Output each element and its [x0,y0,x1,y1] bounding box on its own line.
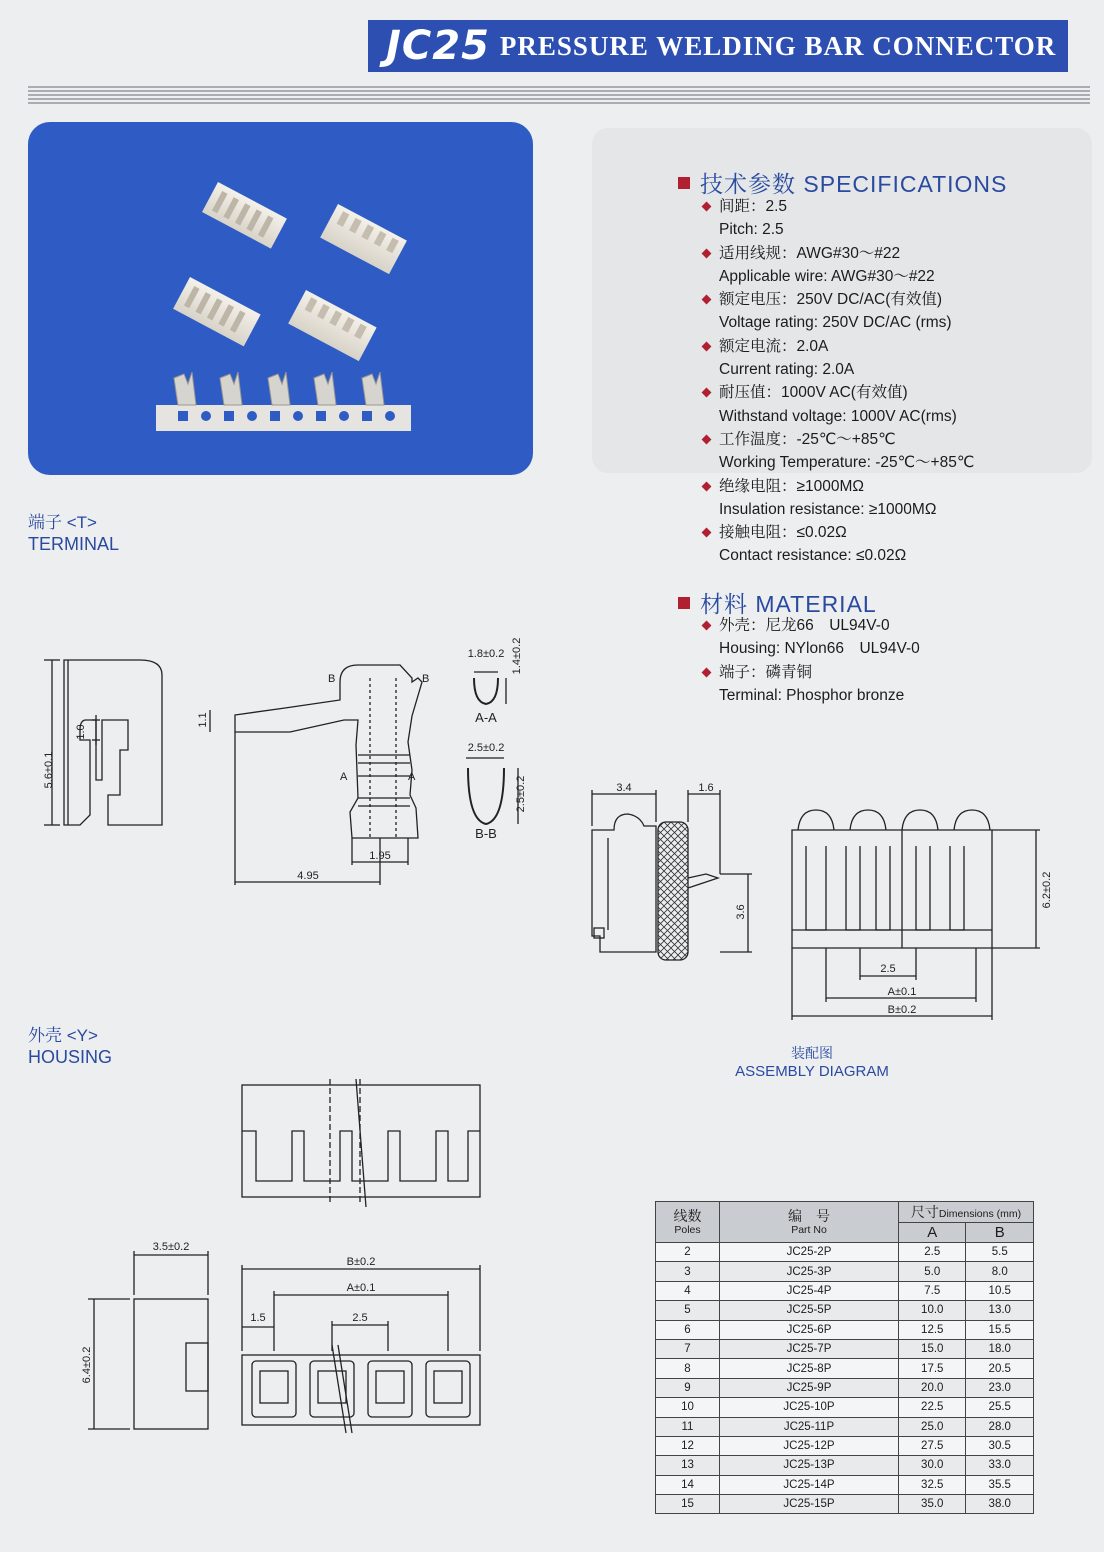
mark-a-right: A [408,771,416,783]
cell-a: 27.5 [899,1436,966,1455]
cell-part-no: JC25-7P [720,1339,899,1358]
table-row [656,1301,1034,1320]
cell-part-no: JC25-3P [720,1262,899,1281]
housing-photo-2 [320,204,407,274]
header-a: A [899,1223,966,1243]
dim-aa-width: 1.8±0.2 [467,648,505,660]
dim-assembly-pitch: 2.5 [880,963,896,975]
dim-terminal-tail: 1.95 [369,850,391,862]
table-row [656,1475,1034,1494]
spec-item: 耐压值：1000V AC(有效值) Withstand voltage: 1000V AC(rms) [719,381,1079,428]
specifications-list [719,195,1079,568]
terminal-label: 端子 <T> TERMINAL [28,513,120,554]
cell-b: 35.5 [966,1475,1034,1494]
spec-item: 间距：2.5 Pitch: 2.5 [719,195,1079,242]
spec-item: 额定电压：250V DC/AC(有效值) Voltage rating: 250V DC/AC (rms) [719,288,1079,335]
terminal-main-outline [235,665,422,838]
diamond-bullet-icon [702,481,712,491]
cell-part-no: JC25-9P [720,1378,899,1397]
dim-bb-width: 2.5±0.2 [467,742,505,754]
header-poles: 线数 Poles [656,1202,720,1243]
cell-poles: 9 [656,1378,720,1397]
diamond-bullet-icon [702,621,712,631]
cell-b: 20.5 [966,1359,1034,1378]
cell-b: 30.5 [966,1436,1034,1455]
cell-poles: 10 [656,1398,720,1417]
cell-b: 8.0 [966,1262,1034,1281]
housing-photo-3 [173,277,261,346]
table-row [656,1495,1034,1514]
spec-item: 适用线规：AWG#30～#22 Applicable wire: AWG#30～#22 [719,242,1079,289]
table-body [656,1243,1034,1514]
cell-a: 15.0 [899,1339,966,1358]
cell-poles: 6 [656,1320,720,1339]
header-dimensions: 尺寸Dimensions (mm) [899,1202,1034,1223]
dim-assembly-a: A±0.1 [887,986,917,998]
cell-poles: 11 [656,1417,720,1436]
dim-housing-edge: 1.5 [250,1312,266,1324]
table-row [656,1243,1034,1262]
table-row [656,1359,1034,1378]
product-photo [28,122,533,475]
assembly-drawing [580,780,1060,1040]
mark-b-right: B [422,673,430,685]
section-bb-label: B-B [475,826,497,841]
dim-aa-height: 1.4±0.2 [511,637,523,675]
cell-a: 30.0 [899,1456,966,1475]
section-aa-label: A-A [475,710,497,725]
table-row [656,1398,1034,1417]
cell-a: 25.0 [899,1417,966,1436]
part-number-table [655,1201,1034,1514]
dim-housing-height: 6.4±0.2 [81,1346,93,1384]
dim-bb-height: 2.5±0.2 [515,775,527,813]
assembly-label: 装配图 ASSEMBLY DIAGRAM [735,1045,889,1080]
square-bullet-icon [678,177,690,189]
cell-b: 38.0 [966,1495,1034,1514]
cell-b: 25.5 [966,1398,1034,1417]
cell-part-no: JC25-6P [720,1320,899,1339]
dim-housing-b: B±0.2 [346,1256,376,1268]
cell-poles: 14 [656,1475,720,1494]
title-banner [368,20,1068,72]
cell-a: 2.5 [899,1243,966,1262]
cell-a: 32.5 [899,1475,966,1494]
dim-terminal-length: 4.95 [297,870,319,882]
cell-b: 28.0 [966,1417,1034,1436]
cell-poles: 8 [656,1359,720,1378]
table-row [656,1339,1034,1358]
cell-b: 33.0 [966,1456,1034,1475]
dim-assembly-d3: 3.6 [735,904,747,920]
product-code: JC25 [386,23,490,69]
housing-photo-1 [202,182,287,249]
material-list [719,614,1079,707]
material-item: 端子：磷青铜 Terminal: Phosphor bronze [719,661,1079,708]
material-heading: 材料 MATERIAL [678,586,877,619]
dim-housing-pitch: 2.5 [352,1312,368,1324]
material-item: 外壳：尼龙66 UL94V-0 Housing: NYlon66 UL94V-0 [719,614,1079,661]
cell-poles: 15 [656,1495,720,1514]
housing-label: 外壳 <Y> HOUSING [28,1026,113,1067]
cell-poles: 7 [656,1339,720,1358]
diamond-bullet-icon [702,528,712,538]
dim-assembly-b: B±0.2 [887,1004,917,1016]
dim-terminal-height: 5.6±0.1 [43,751,55,789]
cell-b: 23.0 [966,1378,1034,1397]
cell-part-no: JC25-14P [720,1475,899,1494]
cell-a: 22.5 [899,1398,966,1417]
terminal-side-outline [64,660,162,825]
table-row [656,1456,1034,1475]
cell-part-no: JC25-8P [720,1359,899,1378]
terminal-strip-photo [156,372,411,431]
spec-item: 额定电流：2.0A Current rating: 2.0A [719,335,1079,382]
terminal-drawing [40,620,540,890]
cell-a: 10.0 [899,1301,966,1320]
mark-b-left: B [328,673,336,685]
cell-poles: 5 [656,1301,720,1320]
cell-part-no: JC25-15P [720,1495,899,1514]
cell-poles: 2 [656,1243,720,1262]
spec-item: 工作温度：-25℃～+85℃ Working Temperature: -25℃～+85℃ [719,428,1079,475]
cell-b: 5.5 [966,1243,1034,1262]
cell-part-no: JC25-10P [720,1398,899,1417]
cell-poles: 13 [656,1456,720,1475]
header-b: B [966,1223,1034,1243]
cell-a: 5.0 [899,1262,966,1281]
specifications-heading: 技术参数 SPECIFICATIONS [678,166,1007,199]
cell-poles: 3 [656,1262,720,1281]
table-row [656,1281,1034,1300]
table-row [656,1262,1034,1281]
cell-part-no: JC25-5P [720,1301,899,1320]
cell-a: 7.5 [899,1281,966,1300]
cell-a: 20.0 [899,1378,966,1397]
square-bullet-icon [678,597,690,609]
cell-part-no: JC25-2P [720,1243,899,1262]
spec-item: 接触电阻：≤0.02Ω Contact resistance: ≤0.02Ω [719,521,1079,568]
cell-a: 35.0 [899,1495,966,1514]
cell-b: 18.0 [966,1339,1034,1358]
cell-b: 13.0 [966,1301,1034,1320]
cell-part-no: JC25-12P [720,1436,899,1455]
cell-part-no: JC25-4P [720,1281,899,1300]
spec-item: 绝缘电阻：≥1000MΩ Insulation resistance: ≥1000MΩ [719,475,1079,522]
cell-b: 10.5 [966,1281,1034,1300]
cell-part-no: JC25-13P [720,1456,899,1475]
page-title: PRESSURE WELDING BAR CONNECTOR [499,30,1057,61]
table-row [656,1417,1034,1436]
dim-housing-a: A±0.1 [346,1282,376,1294]
dim-terminal-gap: 1.0 [75,724,87,740]
cell-poles: 12 [656,1436,720,1455]
dim-assembly-d2: 1.6 [698,782,714,794]
cell-a: 17.5 [899,1359,966,1378]
housing-drawing [70,1075,510,1460]
dim-assembly-height: 6.2±0.2 [1041,871,1053,909]
mark-a-left: A [340,771,348,783]
table-row [656,1320,1034,1339]
cell-b: 15.5 [966,1320,1034,1339]
housing-photo-4 [288,290,376,361]
cell-part-no: JC25-11P [720,1417,899,1436]
table-row [656,1378,1034,1397]
header-rule [28,86,1090,104]
dim-assembly-d1: 3.4 [616,782,632,794]
table-row [656,1436,1034,1455]
cell-a: 12.5 [899,1320,966,1339]
diamond-bullet-icon [702,667,712,677]
dim-terminal-barb: 1.1 [197,712,209,728]
dim-housing-depth: 3.5±0.2 [152,1241,190,1253]
header-part-no: 编 号 Part No [720,1202,899,1243]
cell-poles: 4 [656,1281,720,1300]
